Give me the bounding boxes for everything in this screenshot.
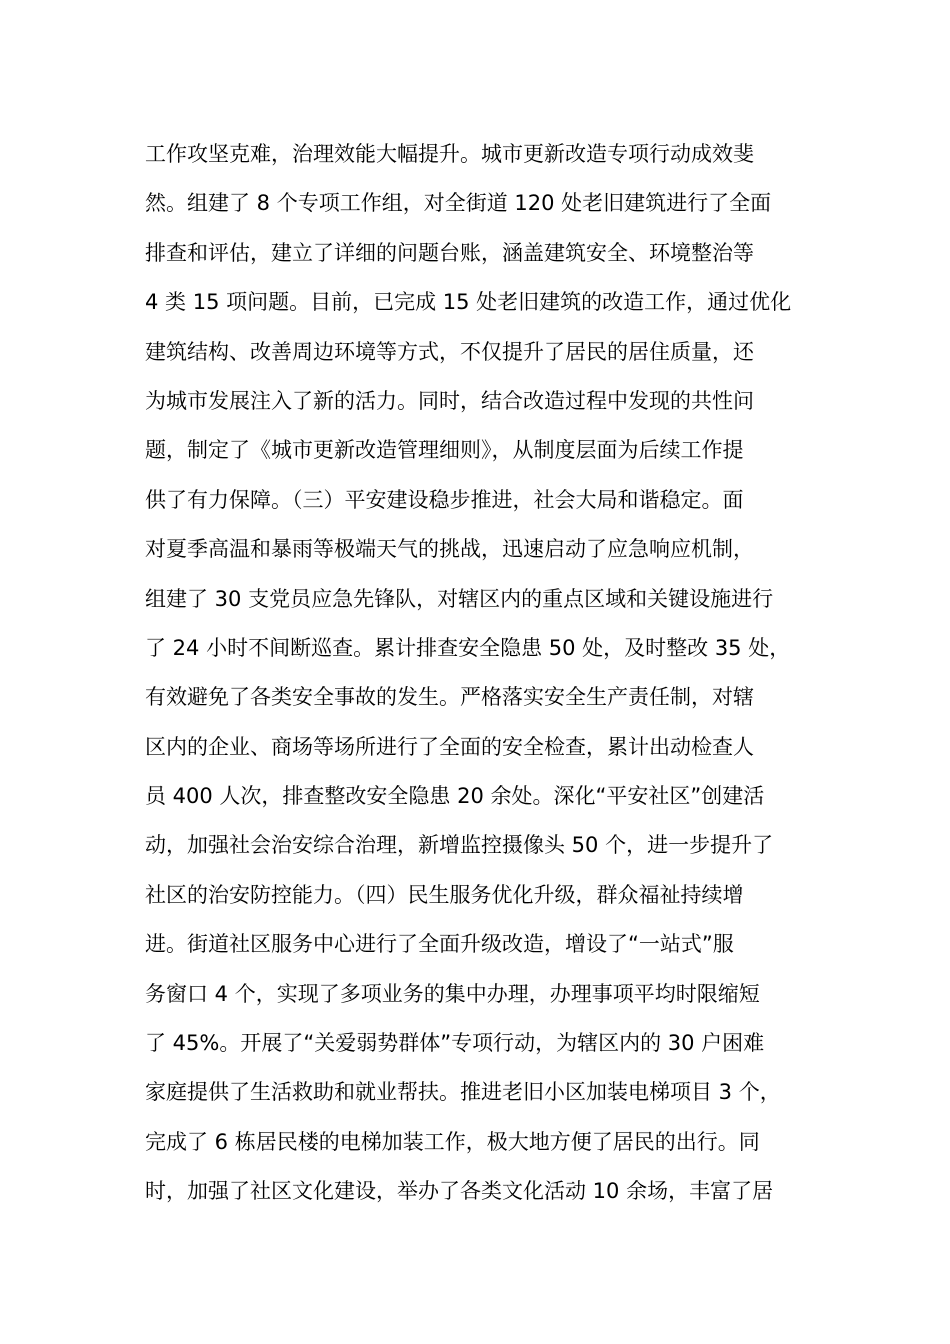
- text-line-19: 了 45%。开展了“关爱弱势群体”专项行动，为辖区内的 30 户困难: [145, 1031, 765, 1056]
- text-line-3: 排查和评估，建立了详细的问题台账，涵盖建筑安全、环境整治等: [145, 240, 754, 265]
- text-line-10: 组建了 30 支党员应急先锋队，对辖区内的重点区域和关键设施进行: [145, 586, 774, 611]
- text-line-9: 对夏季高温和暴雨等极端天气的挑战，迅速启动了应急响应机制，: [145, 537, 754, 562]
- text-line-15: 动，加强社会治安综合治理，新增监控摄像头 50 个，进一步提升了: [145, 833, 774, 858]
- text-line-18: 务窗口 4 个，实现了多项业务的集中办理，办理事项平均时限缩短: [145, 981, 760, 1006]
- text-line-12: 有效避免了各类安全事故的发生。严格落实安全生产责任制，对辖: [145, 685, 754, 710]
- text-line-5: 建筑结构、改善周边环境等方式，不仅提升了居民的居住质量，还: [145, 339, 754, 364]
- text-line-16: 社区的治安防控能力。（四）民生服务优化升级，群众福祉持续增: [145, 882, 744, 907]
- text-line-21: 完成了 6 栋居民楼的电梯加装工作，极大地方便了居民的出行。同: [145, 1129, 760, 1154]
- text-line-1: 工作攻坚克难，治理效能大幅提升。城市更新改造专项行动成效斐: [145, 142, 754, 166]
- text-line-4: 4 类 15 项问题。目前，已完成 15 处老旧建筑的改造工作，通过优化: [145, 290, 792, 315]
- text-line-2: 然。组建了 8 个专项工作组，对全街道 120 处老旧建筑进行了全面: [145, 191, 772, 216]
- text-line-7: 题，制定了《城市更新改造管理细则》，从制度层面为后续工作提: [145, 438, 744, 463]
- text-line-20: 家庭提供了生活救助和就业帮扶。推进老旧小区加装电梯项目 3 个，: [145, 1080, 781, 1105]
- text-line-13: 区内的企业、商场等场所进行了全面的安全检查，累计出动检查人: [145, 734, 754, 759]
- text-line-6: 为城市发展注入了新的活力。同时，结合改造过程中发现的共性问: [145, 388, 754, 413]
- text-line-17: 进。街道社区服务中心进行了全面升级改造，增设了“一站式”服: [145, 932, 734, 957]
- text-line-22: 时，加强了社区文化建设，举办了各类文化活动 10 余场，丰富了居: [145, 1179, 774, 1204]
- body-text: [145, 130, 845, 1217]
- text-line-11: 了 24 小时不间断巡查。累计排查安全隐患 50 处，及时整改 35 处，: [145, 635, 791, 660]
- text-line-14: 员 400 人次，排查整改安全隐患 20 余处。深化“平安社区”创建活: [145, 784, 765, 809]
- text-line-8: 供了有力保障。（三）平安建设稳步推进，社会大局和谐稳定。面: [145, 487, 744, 512]
